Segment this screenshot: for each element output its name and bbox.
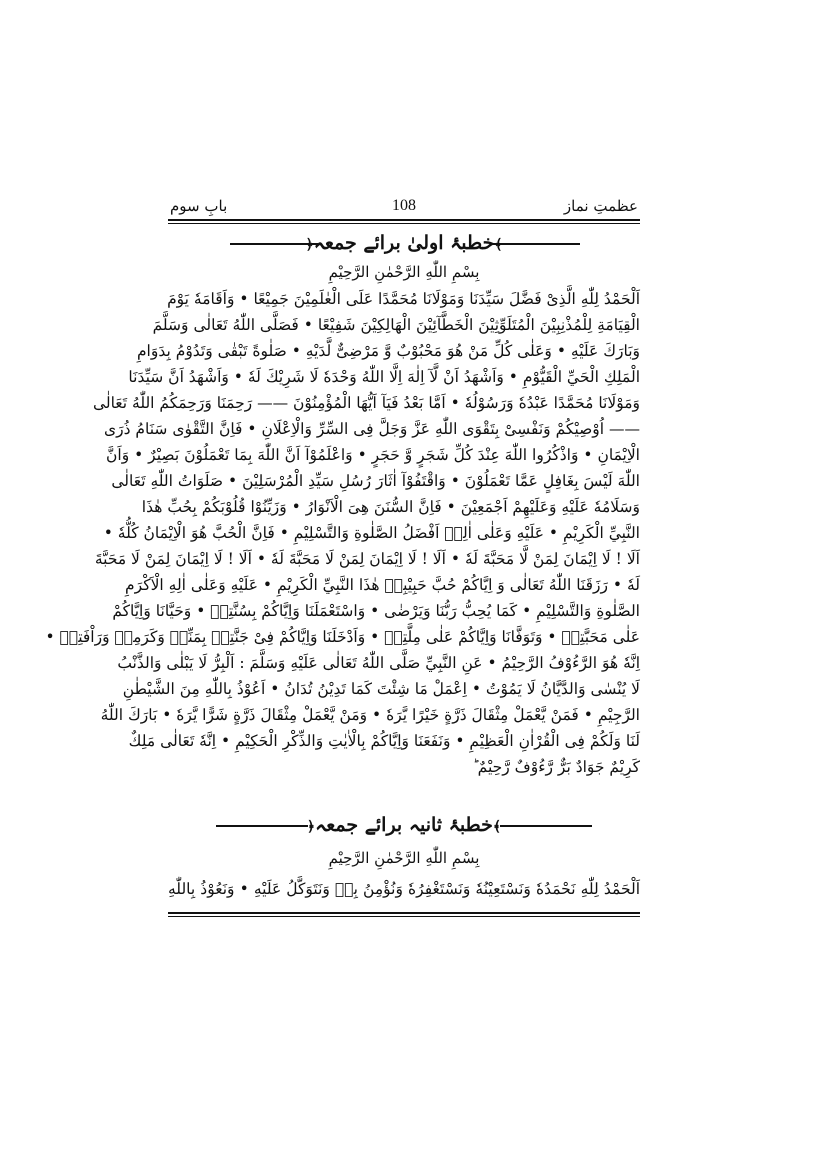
text-line: —— اُوْصِيْكُمْ وَنَفْسِىْ بِتَقْوَى اللّٰهِ عَزَّ وَجَلَّ فِى السِّرِّ وَالْاِعْلَانِ • فَاِنَّ التَّقْوٰى سَنَامُ ذُرَى [103, 420, 640, 438]
text-line: وَسَلَامُهٗ عَلَيْهِ وَعَلَيْهِمْ اَجْمَعِيْنَ • فَاِنَّ السُّنَنَ هِىَ الْاَنْوَارُ • وَزَيِّنُوْا قُلُوْبَكُمْ بِحُبِّ هٰذَا [141, 498, 640, 516]
heading-title: خطبۂ ثانیہ برائے جمعہ [315, 814, 493, 836]
text-line: النَّبِيِّ الْكَرِيْمِ • عَلَيْهِ وَعَلٰى اٰلِهٖ اَفْضَلُ الصَّلٰوةِ وَالتَّسْلِيْمِ • فَاِنَّ الْحُبَّ هُوَ الْاِيْمَانُ كُلُّهٗ • [103, 524, 640, 542]
text-line: اللّٰهَ لَيْسَ بِغَافِلٍ عَمَّا تَعْمَلُوْنَ • وَاقْتَفُوْآ اٰثَارَ رُسُلِ سَيِّدِ الْمُرْسَلِيْنَ • صَلَوَاتُ اللّٰهِ تَعَالٰى [111, 472, 640, 490]
text-line: الْاِيْمَانِ • وَاذْكُرُوا اللّٰهَ عِنْدَ كُلِّ شَجَرٍ وَّ حَجَرٍ • وَاعْلَمُوْآ اَنَّ اللّٰهَ بِمَا تَعْمَلُوْنَ بَصِيْرٌ • وَاَنَّ [106, 446, 640, 464]
text-line: الْقِيَامَةِ لِلْمُذْنِبِيْنَ الْمُتَلَوِّثِيْنَ الْخَطَّآئِيْنَ الْهَالِكِيْنَ شَفِيْعًا • فَصَلَّى اللّٰهُ تَعَالٰى وَسَلَّمَ [152, 316, 640, 334]
ornament-open-icon: ﴾ [492, 819, 502, 835]
ornament-open-icon: ﴾ [494, 237, 503, 253]
bismillah: بِسْمِ اللّٰهِ الرَّحْمٰنِ الرَّحِيْمِ [328, 263, 480, 281]
section-heading-second-sermon [168, 810, 640, 840]
text-line: الرَّجِيْمِ • فَمَنْ يَّعْمَلْ مِثْقَالَ ذَرَّةٍ خَيْرًا يَّرَهٗ • وَمَنْ يَّعْمَلْ مِثْقَالَ ذَرَّةٍ شَرًّا يَّرَهٗ • بَارَكَ اللّٰهُ [100, 706, 640, 724]
text-line: وَمَوْلَانَا مُحَمَّدًا عَبْدُهٗ وَرَسُوْلُهٗ • اَمَّا بَعْدُ فَيَآ اَيُّهَا الْمُؤْمِنُوْنَ —— رَحِمَنَا وَرَحِمَكُمُ اللّٰهُ تَعَالٰى [92, 394, 640, 412]
heading-title: خطبۂ اولیٰ برائے جمعہ [313, 232, 495, 254]
text-line: لَا يُنْسٰى وَالدَّيَّانُ لَا يَمُوْتُ • اِعْمَلْ مَا شِئْتَ كَمَا تَدِيْنُ تُدَانُ • اَعُوْذُ بِاللّٰهِ مِنَ الشَّيْطٰنِ [122, 680, 640, 698]
text-line: اَلَا ! لَا اِيْمَانَ لِمَنْ لَّا مَحَبَّةَ لَهٗ • اَلَا ! لَا اِيْمَانَ لِمَنْ لَا مَحَبَّةَ لَهٗ • اَلَا ! لَا اِيْمَانَ لِمَنْ لَا مَحَبَّةَ [94, 550, 640, 568]
text-line: لَنَا وَلَكُمْ فِى الْقُرْاٰنِ الْعَظِيْمِ • وَنَفَعَنَا وَاِيَّاكُمْ بِالْاٰيٰتِ وَالذِّكْرِ الْحَكِيْمِ • اِنَّهٗ تَعَالٰى مَلِكٌ [128, 732, 640, 750]
bismillah: بِسْمِ اللّٰهِ الرَّحْمٰنِ الرَّحِيْمِ [328, 849, 480, 867]
text-line: الْمَلِكِ الْحَيِّ الْقَيُّوْمِ • وَاَشْهَدُ اَنْ لَّآ اِلٰهَ اِلَّا اللّٰهُ وَحْدَهٗ لَا شَرِيْكَ لَهٗ • وَاَشْهَدُ اَنَّ سَيِّدَنَا [128, 368, 640, 386]
running-header [168, 196, 640, 218]
text-line: الصَّلٰوةِ وَالتَّسْلِيْمِ • كَمَا يُحِبُّ رَبُّنَا وَيَرْضٰى • وَاسْتَعْمَلَنَا وَاِيَّاكُمْ بِسُنَّتِهٖ • وَحَيَّانَا وَاِيَّاكُمْ [112, 602, 640, 620]
sermon-body [45, 286, 640, 780]
text-line: اِنَّهٗ هُوَ الرَّءُوْفُ الرَّحِيْمُ • عَنِ النَّبِيِّ صَلَّى اللّٰهُ تَعَالٰى عَلَيْهِ وَسَلَّمَ : اَلْبِرُّ لَا يَبْلٰى وَالذَّنْبُ [117, 654, 640, 672]
text-line: اَلْحَمْدُ لِلّٰهِ الَّذِىْ فَضَّلَ سَيِّدَنَا وَمَوْلَانَا مُحَمَّدًا عَلَى الْعٰلَمِيْنَ جَمِيْعًا • وَاَقَامَهٗ يَوْمَ [167, 290, 640, 308]
page-number: 108 [392, 197, 416, 214]
header-rule-thick [168, 219, 640, 221]
header-book-title: عظمتِ نماز [563, 197, 638, 215]
text-line: لَهٗ • رَزَقَنَا اللّٰهُ تَعَالٰى وَ اِيَّاكُمْ حُبَّ حَبِيْبِهٖ هٰذَا النَّبِيِّ الْكَرِيْمِ • عَلَيْهِ وَعَلٰى اٰلِهِ الْاَكْرَمِ [125, 576, 640, 594]
text-line: عَلٰى مَحَبَّتِهٖ • وَتَوَفَّانَا وَاِيَّاكُمْ عَلٰى مِلَّتِهٖ • وَاَدْخَلَنَا وَاِيَّاكُمْ فِىْ جَنَّتِهٖ بِمَنِّهٖ وَكَرَمِهٖ وَرَاْفَتِهٖ • [45, 628, 640, 646]
header-chapter: بابِ سوم [170, 197, 228, 215]
text-line: وَبَارَكَ عَلَيْهِ • وَعَلٰى كُلِّ مَنْ هُوَ مَحْبُوْبٌ وَّ مَرْضِىٌّ لَّدَيْهِ • صَلٰوةً تَبْقٰى وَتَدُوْمُ بِدَوَامِ [136, 342, 640, 360]
footer-rule-thin [168, 916, 640, 917]
ornament-close-icon: ﴿ [306, 819, 316, 835]
ornament-close-icon: ﴿ [305, 237, 314, 253]
footer-rule-thick [168, 912, 640, 914]
header-rule-thin [168, 223, 640, 224]
second-sermon-first-line: اَلْحَمْدُ لِلّٰهِ نَحْمَدُهٗ وَنَسْتَعِيْنُهٗ وَنَسْتَغْفِرُهٗ وَنُؤْمِنُ بِهٖ وَنَتَوَكَّلُ عَلَيْهِ • وَنَعُوْذُ بِاللّٰهِ [168, 880, 640, 898]
section-heading-first-sermon [168, 228, 640, 258]
text-line: كَرِيْمٌ جَوَادٌ بَرٌّ رَّءُوْفٌ رَّحِيْمٌ ؕ [472, 758, 640, 776]
